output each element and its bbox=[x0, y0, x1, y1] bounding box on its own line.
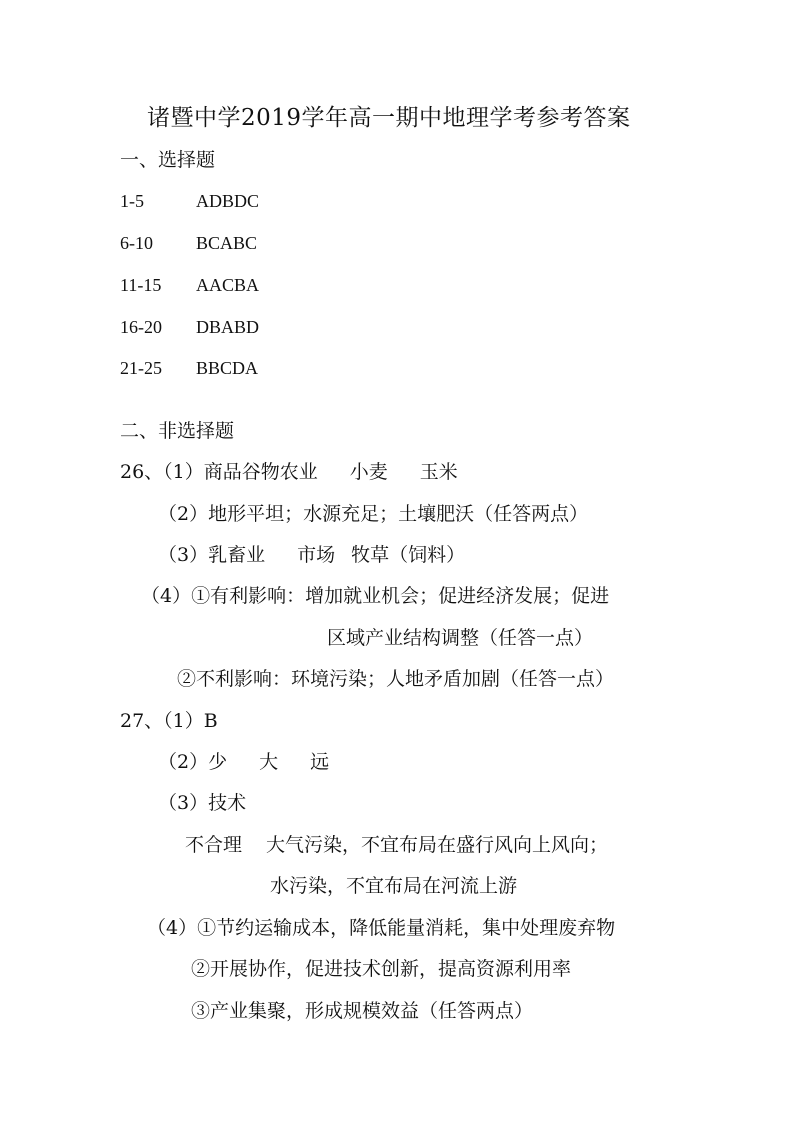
q27-part4-line1: （4）①节约运输成本，降低能量消耗，集中处理废弃物 bbox=[147, 917, 616, 939]
q26-part1-answer-a: 小麦 bbox=[349, 461, 388, 483]
q27-part3: （3）技术 bbox=[158, 792, 247, 814]
q27-part4-line2: ②开展协作，促进技术创新，提高资源利用率 bbox=[191, 958, 572, 980]
answer-letters: ADBDC bbox=[196, 191, 260, 211]
q27-part3-reason-line1 bbox=[185, 833, 608, 857]
q26-part4-line1: （4）①有利影响：增加就业机会；促进经济发展；促进 bbox=[141, 585, 610, 607]
q26-part1-label: 26、（1）商品谷物农业 bbox=[120, 461, 318, 483]
q26-part3-answer-b: 牧草（饲料） bbox=[351, 544, 466, 566]
answer-letters: BCABC bbox=[196, 233, 258, 253]
q27-part1: 27、（1）B bbox=[120, 710, 218, 732]
page-title: 诸暨中学2019学年高一期中地理学考参考答案 bbox=[147, 105, 631, 131]
q27-part3-reason-line2: 水污染，不宜布局在河流上游 bbox=[270, 875, 518, 897]
section2-heading: 二、非选择题 bbox=[120, 420, 235, 442]
answer-letters: DBABD bbox=[196, 317, 260, 337]
q26-part4-line3: ②不利影响：环境污染；人地矛盾加剧（任答一点） bbox=[177, 668, 615, 690]
q26-part3 bbox=[158, 543, 465, 567]
section1-heading: 一、选择题 bbox=[120, 149, 216, 171]
q26-part2: （2）地形平坦；水源充足；土壤肥沃（任答两点） bbox=[158, 503, 589, 525]
q26-part3-label: （3）乳畜业 bbox=[158, 544, 266, 566]
q27-part3-reason1: 大气污染，不宜布局在盛行风向上风向； bbox=[266, 834, 609, 856]
answer-row-5 bbox=[120, 356, 258, 380]
q27-part2-answer-a: 大 bbox=[259, 751, 279, 773]
q27-part2-label: （2）少 bbox=[158, 751, 228, 773]
q27-part2-answer-b: 远 bbox=[310, 751, 330, 773]
q26-part1-answer-b: 玉米 bbox=[419, 461, 458, 483]
answer-letters: BBCDA bbox=[196, 358, 259, 378]
answer-range: 1-5 bbox=[120, 191, 144, 211]
answer-range: 21-25 bbox=[120, 358, 162, 378]
q26-part1 bbox=[120, 460, 458, 484]
q27-part2 bbox=[158, 750, 329, 774]
answer-row-2 bbox=[120, 231, 257, 255]
q26-part4-line2: 区域产业结构调整（任答一点） bbox=[327, 627, 594, 649]
answer-letters: AACBA bbox=[196, 275, 260, 295]
q27-part4-line3: ③产业集聚，形成规模效益（任答两点） bbox=[191, 1000, 534, 1022]
answer-range: 11-15 bbox=[120, 275, 162, 295]
answer-range: 6-10 bbox=[120, 233, 153, 253]
q27-part3-judgement: 不合理 bbox=[185, 834, 243, 856]
answer-range: 16-20 bbox=[120, 317, 162, 337]
q26-part3-answer-a: 市场 bbox=[297, 544, 336, 566]
answer-row-1 bbox=[120, 189, 259, 213]
answer-row-3 bbox=[120, 273, 259, 297]
answer-row-4 bbox=[120, 315, 259, 339]
